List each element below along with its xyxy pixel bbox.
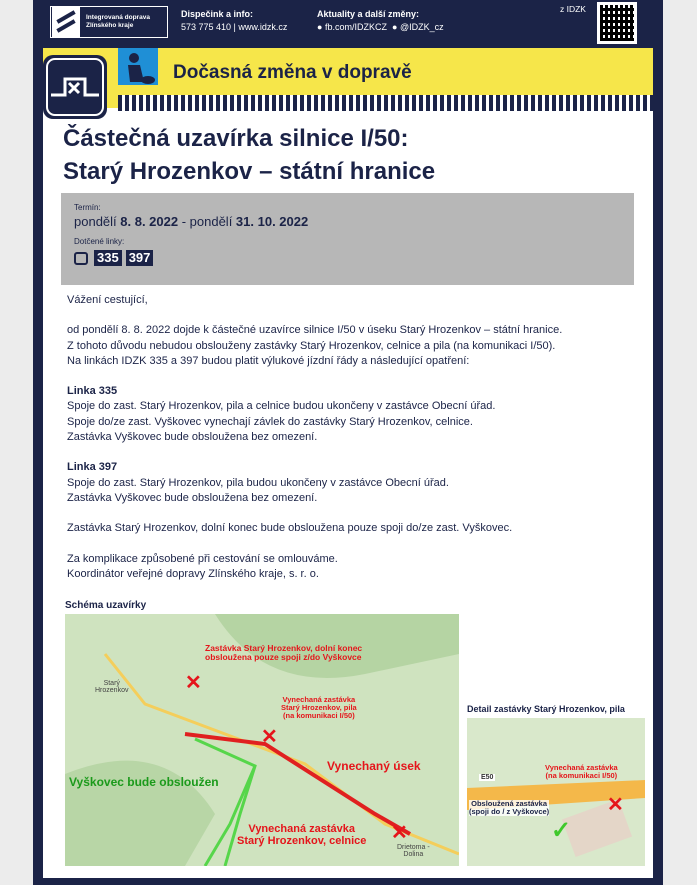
- twitter-link[interactable]: @IDZK_cz: [399, 22, 444, 32]
- notice-body: [67, 293, 627, 582]
- detail-title: Detail zastávky Starý Hrozenkov, pila: [467, 704, 625, 714]
- facebook-link[interactable]: fb.com/IDZKCZ: [324, 22, 387, 32]
- annotation-pila: Vynechaná zastávka Starý Hrozenkov, pila (na komunikaci I/50): [281, 695, 357, 720]
- affected-lines: [74, 250, 621, 266]
- annotation-served-stop: Obsloužená zastávka (spoji do / z Vyškovce): [469, 799, 550, 816]
- term-label: Termín:: [74, 203, 101, 212]
- dispatch-contact: 573 775 410 | www.idzk.cz: [181, 22, 288, 32]
- twitter-icon: ●: [391, 22, 398, 32]
- title-line-2: Starý Hrozenkov – státní hranice: [63, 158, 436, 185]
- page-title: [63, 122, 435, 188]
- news-title: Aktuality a další změny:: [317, 9, 420, 19]
- town-label: Starý Hrozenkov: [95, 680, 129, 695]
- annotation-celnice: Vynechaná zastávka Starý Hrozenkov, celnice: [237, 823, 367, 847]
- line-397-title: Linka 397: [67, 461, 118, 474]
- line-badge: 397: [126, 250, 154, 266]
- line-badge: 335: [94, 250, 122, 266]
- bus-icon: [74, 252, 88, 265]
- facebook-icon: ●: [317, 22, 323, 32]
- term-to-day: pondělí: [189, 214, 236, 229]
- line-335-title: Linka 335: [67, 385, 118, 398]
- road-label: E50: [481, 774, 494, 781]
- closed-stop-marker: ✕: [391, 822, 408, 844]
- annotation-skipped-section: Vynechaný úsek: [327, 759, 421, 773]
- term-value: [74, 214, 621, 229]
- check-icon: ✓: [551, 817, 572, 844]
- line-397-text: Spoje do zast. Starý Hrozenkov, pila budou ukončeny v zastávce Obecní úřad. Zastávka Vyškovec bude obsloužena bez omezení.: [67, 476, 449, 504]
- roadwork-icon: [118, 48, 158, 85]
- closed-stop-marker: ✕: [261, 726, 278, 748]
- lines-label: Dotčené linky:: [74, 237, 125, 246]
- dolni-konec-text: Zastávka Starý Hrozenkov, dolní konec bude obsloužena pouze spoji do/ze zast. Vyškovec.: [67, 522, 513, 535]
- info-box: [61, 193, 634, 285]
- banner-title: Dočasná změna v dopravě: [173, 62, 412, 83]
- line-335-text: Spoje do zast. Starý Hrozenkov, pila a celnice budou ukončeny v zastávce Obecní úřad. Spoje do/ze zast. Vyškovec vynechají závlek do zastávky Starý Hrozenkov, celnice. Zastávka Vyškovec bude obsloužena bez omezení.: [67, 400, 496, 444]
- closing-text: Za komplikace způsobené při cestování se omlouváme. Koordinátor veřejné dopravy Zlínského kraje, s. r. o.: [67, 552, 338, 580]
- z-idzk-label: z IDZK: [560, 4, 586, 14]
- title-line-1: Částečná uzavírka silnice I/50:: [63, 125, 409, 152]
- closed-stop-marker: ✕: [607, 794, 624, 816]
- logo-text: Integrovaná doprava Zlínského kraje: [86, 14, 150, 29]
- detour-icon: [43, 55, 107, 119]
- term-from-date: 8. 8. 2022: [120, 214, 179, 229]
- annotation-skipped-stop: Vynechaná zastávka (na komunikaci I/50): [545, 763, 618, 780]
- footer-bar: [33, 878, 663, 885]
- annotation-dolni-konec: Zastávka Starý Hrozenkov, dolní konec obsloužena pouze spoji z/do Vyškovce: [205, 643, 363, 662]
- intro-text: od pondělí 8. 8. 2022 dojde k částečné uzavírce silnice I/50 v úseku Starý Hrozenkov – státní hranice. Z tohoto důvodu nebudou obslouženy zastávky Starý Hrozenkov, celnice a pila (na komunikaci I/50). Na linkách IDZK 335 a 397 budou platit výlukové jízdní řády a následující opatření:: [67, 324, 563, 367]
- dispatch-title: Dispečink a info:: [181, 9, 254, 19]
- detail-map[interactable]: [467, 718, 645, 866]
- schema-title: Schéma uzavírky: [65, 600, 147, 611]
- term-to-date: 31. 10. 2022: [235, 214, 309, 229]
- greeting: Vážení cestující,: [67, 294, 148, 306]
- term-from-day: pondělí: [74, 214, 121, 229]
- annotation-vyskovec: Vyškovec bude obsloužen: [69, 775, 219, 789]
- closed-stop-marker: ✕: [185, 672, 202, 694]
- content: [33, 0, 663, 885]
- term-separator: -: [178, 214, 190, 229]
- closure-map[interactable]: [65, 614, 459, 866]
- town-label: Drietoma - Dolina: [397, 844, 430, 859]
- stripe-decoration: [118, 95, 653, 111]
